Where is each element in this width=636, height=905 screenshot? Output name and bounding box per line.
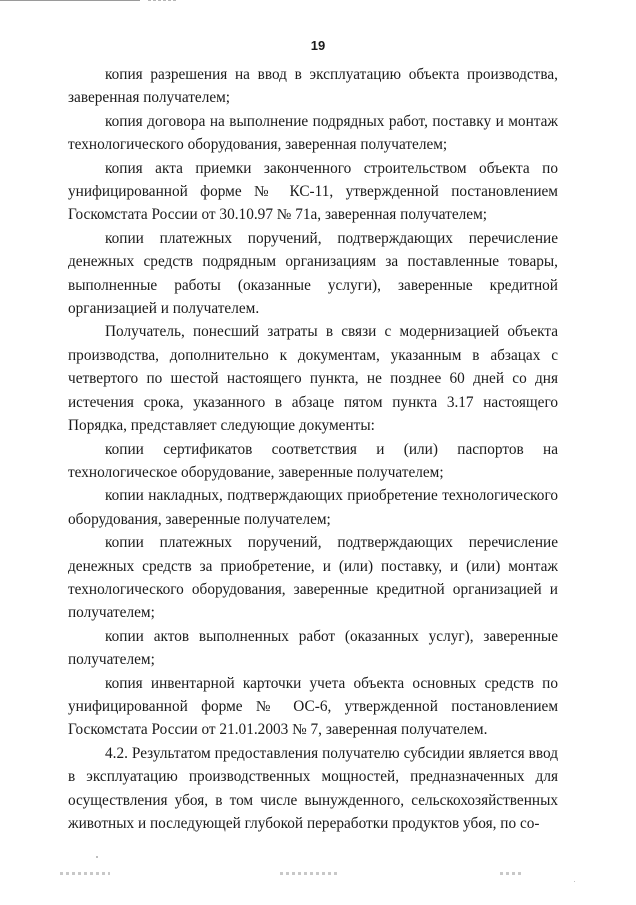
scan-smudge <box>60 872 110 875</box>
paragraph: копия разрешения на ввод в эксплуатацию объекта производства, заверенная получателем; <box>68 66 558 107</box>
top-rule <box>0 0 140 1</box>
paragraph: копия инвентарной карточки учета объекта основных средств по унифицированной форме № ОС-6, утвержденной постановлением Госкомстата России от 21.01.2003 № 7, заверенная получателем. <box>68 674 558 739</box>
paragraph: 4.2. Результатом предоставления получателю субсидии является ввод в эксплуатацию производственных мощностей, предназначенных для осуществления убоя, в том числе вынужденного, сельскохозяйственных животных и последующей глубокой переработки продуктов убоя, по со- <box>68 744 558 832</box>
scan-smudge <box>280 872 340 875</box>
paragraph: копии актов выполненных работ (оказанных услуг), заверенные получателем; <box>68 627 558 669</box>
paragraph: Получатель, понесший затраты в связи с модернизацией объекта производства, дополнительно к документам, указанным в абзацах с четвертого по шестой настоящего пункта, не позднее 60 дней со дня истечения срока, указанного в абзаце пятом пункта 3.17 настоящего Порядка, представляет следующие документы: <box>68 323 558 435</box>
paragraph: копии платежных поручений, подтверждающих перечисление денежных средств подрядным организациям за поставленные товары, выполненные работы (оказанные услуги), заверенные кредитной организацией и получателем. <box>68 229 558 318</box>
paragraph: копия акта приемки законченного строительством объекта по унифицированной форме № КС-11, утвержденной постановлением Госкомстата России от 30.10.97 № 71а, заверенная получателем; <box>68 159 558 224</box>
scan-speck <box>96 856 98 858</box>
scan-speck <box>574 881 575 882</box>
page-number: 19 <box>310 38 326 53</box>
paragraph: копия договора на выполнение подрядных работ, поставку и монтаж технологического оборудования, заверенная получателем; <box>68 112 558 154</box>
body-text <box>68 63 558 835</box>
paragraph: копии платежных поручений, подтверждающих перечисление денежных средств за приобретение, и (или) поставку, и (или) монтаж технологического оборудования, заверенные кредитной организацией и получателем; <box>68 534 558 622</box>
paragraph: копии сертификатов соответствия и (или) паспортов на технологическое оборудование, заверенные получателем; <box>68 440 558 481</box>
paragraph: копии накладных, подтверждающих приобретение технологического оборудования, заверенные получателем; <box>68 487 558 528</box>
scan-smudge <box>500 872 522 875</box>
top-rule-dash <box>148 0 176 1</box>
